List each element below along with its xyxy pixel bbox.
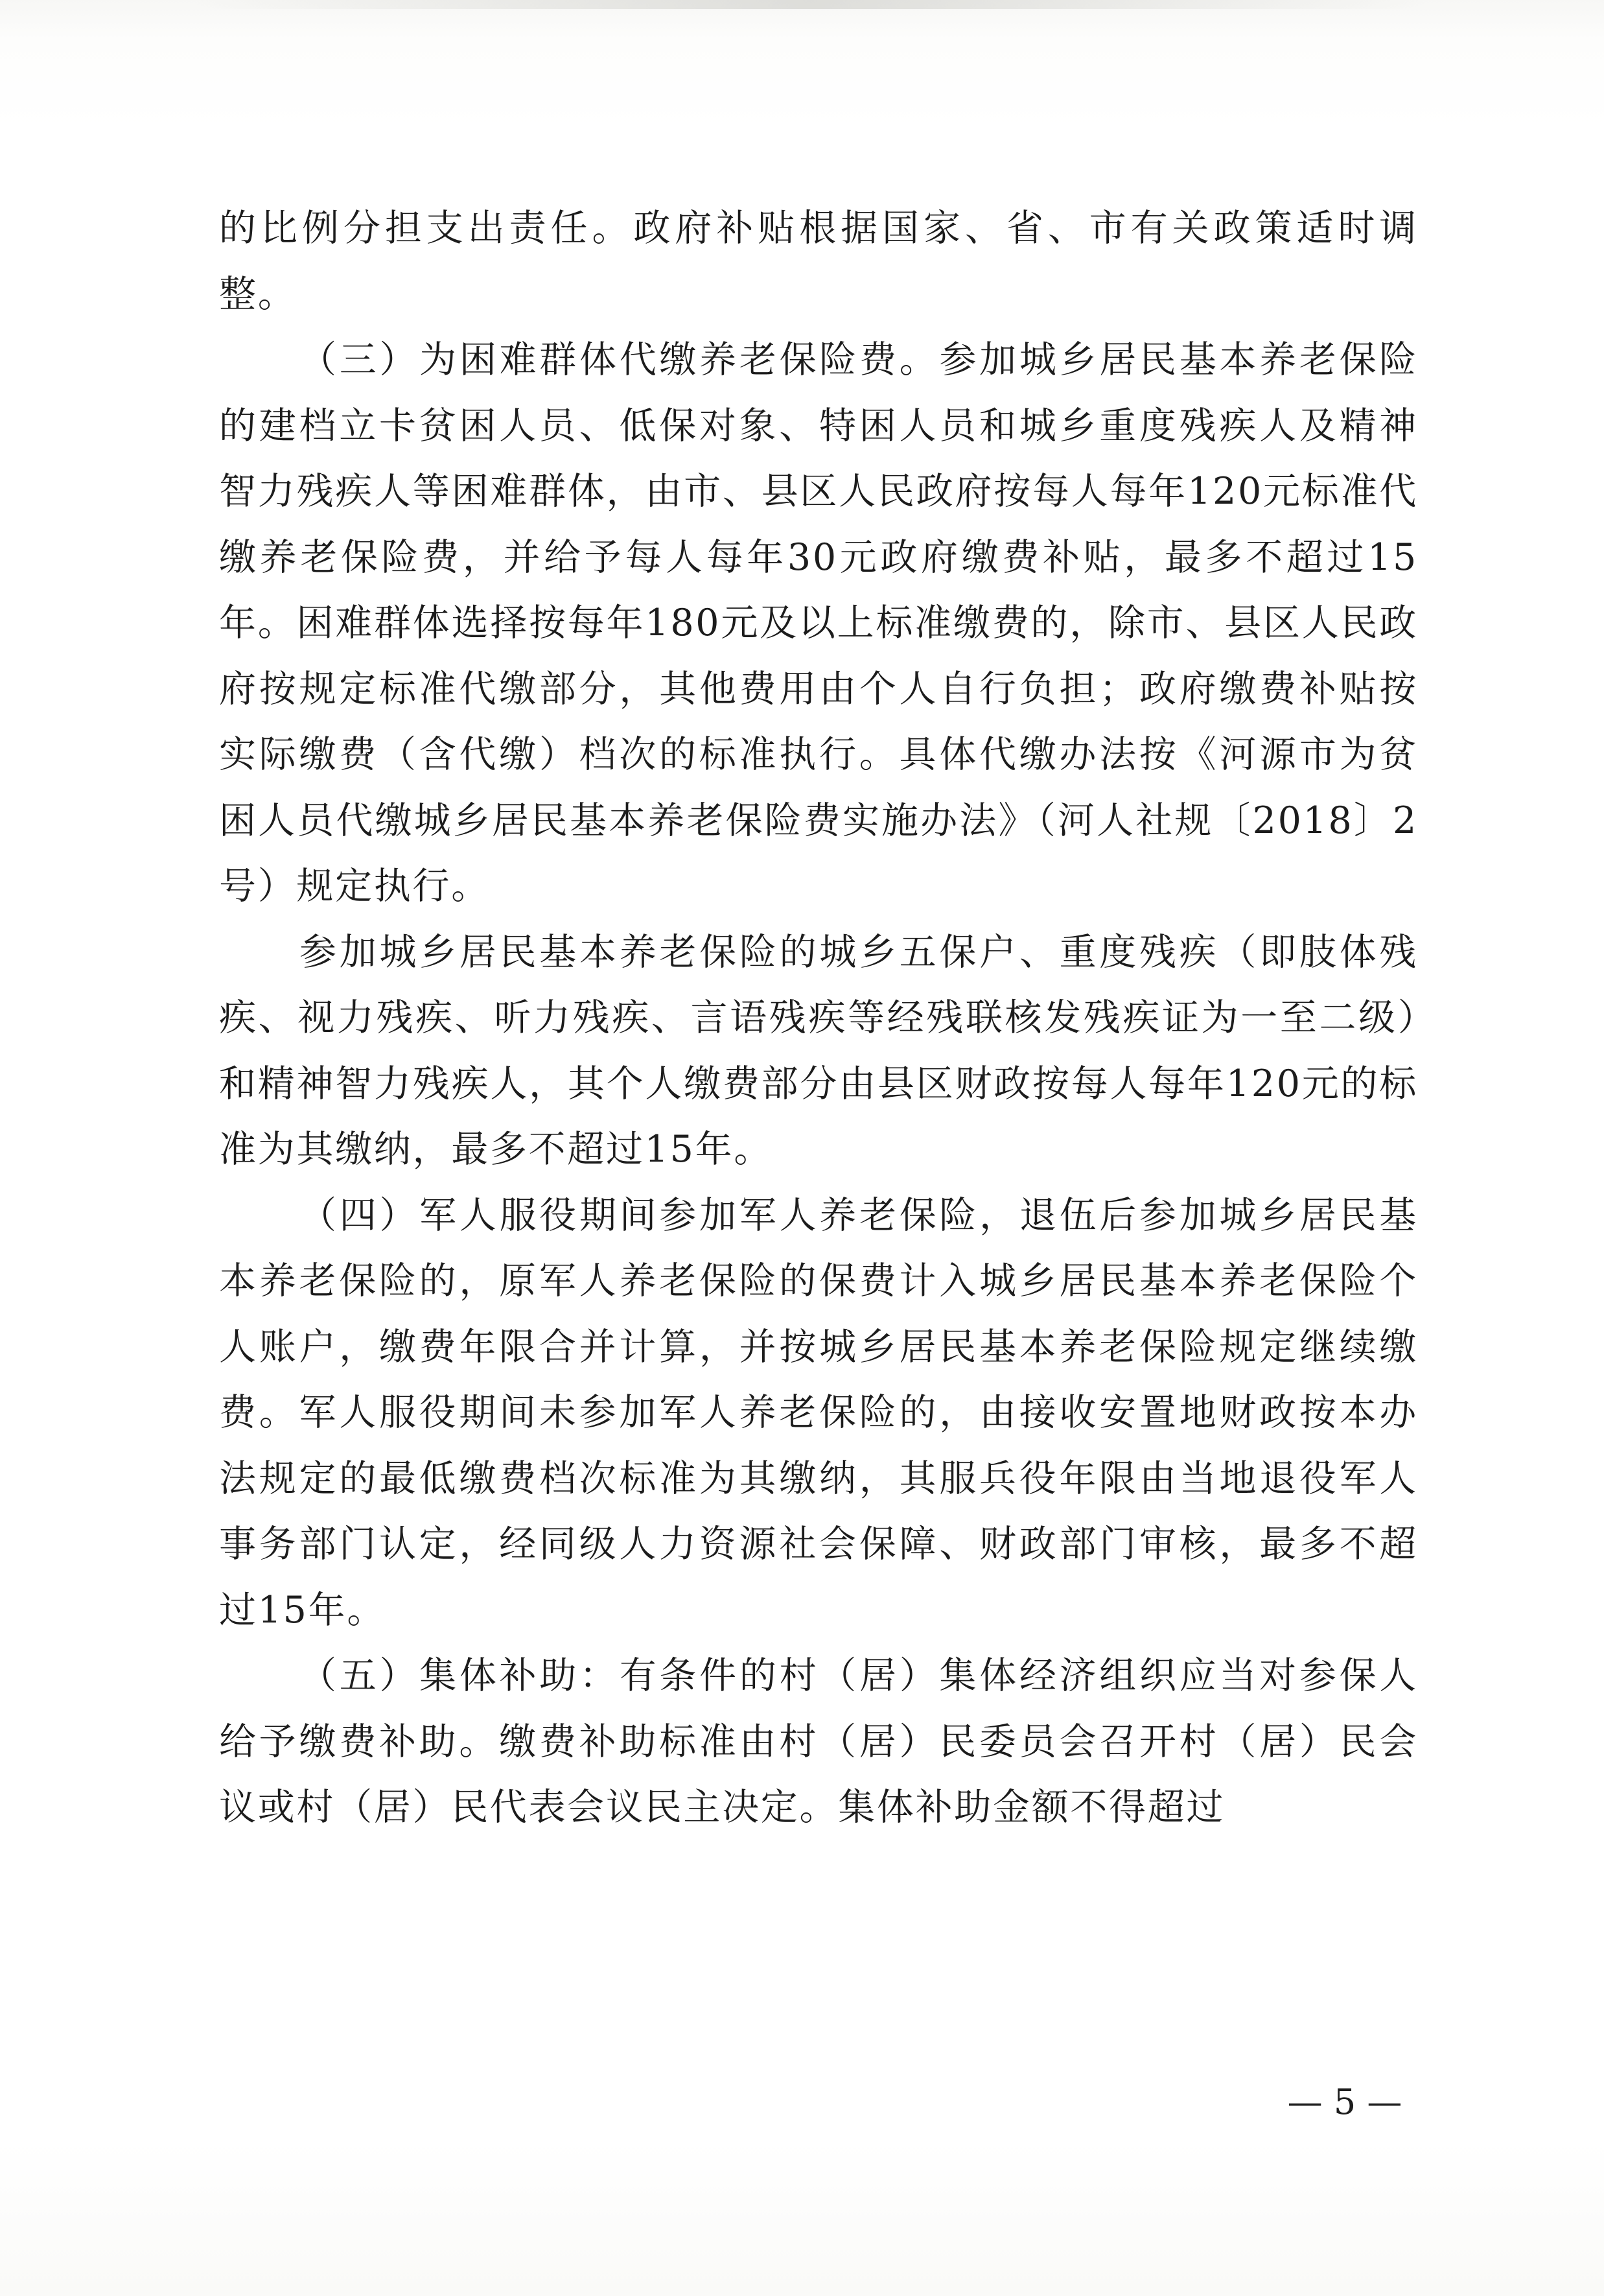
paragraph-section-four: （四）军人服役期间参加军人养老保险，退伍后参加城乡居民基本养老保险的，原军人养老保险的保费计入城乡居民基本养老保险个人账户，缴费年限合并计算，并按城乡居民基本养老保险规定继续缴费。军人服役期间未参加军人养老保险的，由接收安置地财政按本办法规定的最低缴费档次标准为其缴纳，其服兵役年限由当地退役军人事务部门认定，经同级人力资源社会保障、财政部门审核，最多不超过15年。 [219,1193,1418,1632]
scan-edge-shadow [194,0,1426,9]
page-number: — 5 — [1287,2081,1402,2122]
paragraph-disabled-persons: 参加城乡居民基本养老保险的城乡五保户、重度残疾（即肢体残疾、视力残疾、听力残疾、言语残疾等经残联核发残疾证为一至二级）和精神智力残疾人，其个人缴费部分由县区财政按每人每年120元的标准为其缴纳，最多不超过15年。 [219,930,1418,1171]
paragraph-continuation: 的比例分担支出责任。政府补贴根据国家、省、市有关政策适时调整。 [219,207,1418,316]
document-body [219,196,1418,1841]
paragraph-section-five: （五）集体补助：有条件的村（居）集体经济组织应当对参保人给予缴费补助。缴费补助标准由村（居）民委员会召开村（居）民会议或村（居）民代表会议民主决定。集体补助金额不得超过 [219,1654,1418,1829]
paragraph-section-three: （三）为困难群体代缴养老保险费。参加城乡居民基本养老保险的建档立卡贫困人员、低保对象、特困人员和城乡重度残疾人及精神智力残疾人等困难群体，由市、县区人民政府按每人每年120元标准代缴养老保险费，并给予每人每年30元政府缴费补贴，最多不超过15年。困难群体选择按每年180元及以上标准缴费的，除市、县区人民政府按规定标准代缴部分，其他费用由个人自行负担；政府缴费补贴按实际缴费（含代缴）档次的标准执行。具体代缴办法按《河源市为贫困人员代缴城乡居民基本养老保险费实施办法》（河人社规〔2018〕2号）规定执行。 [219,338,1418,908]
